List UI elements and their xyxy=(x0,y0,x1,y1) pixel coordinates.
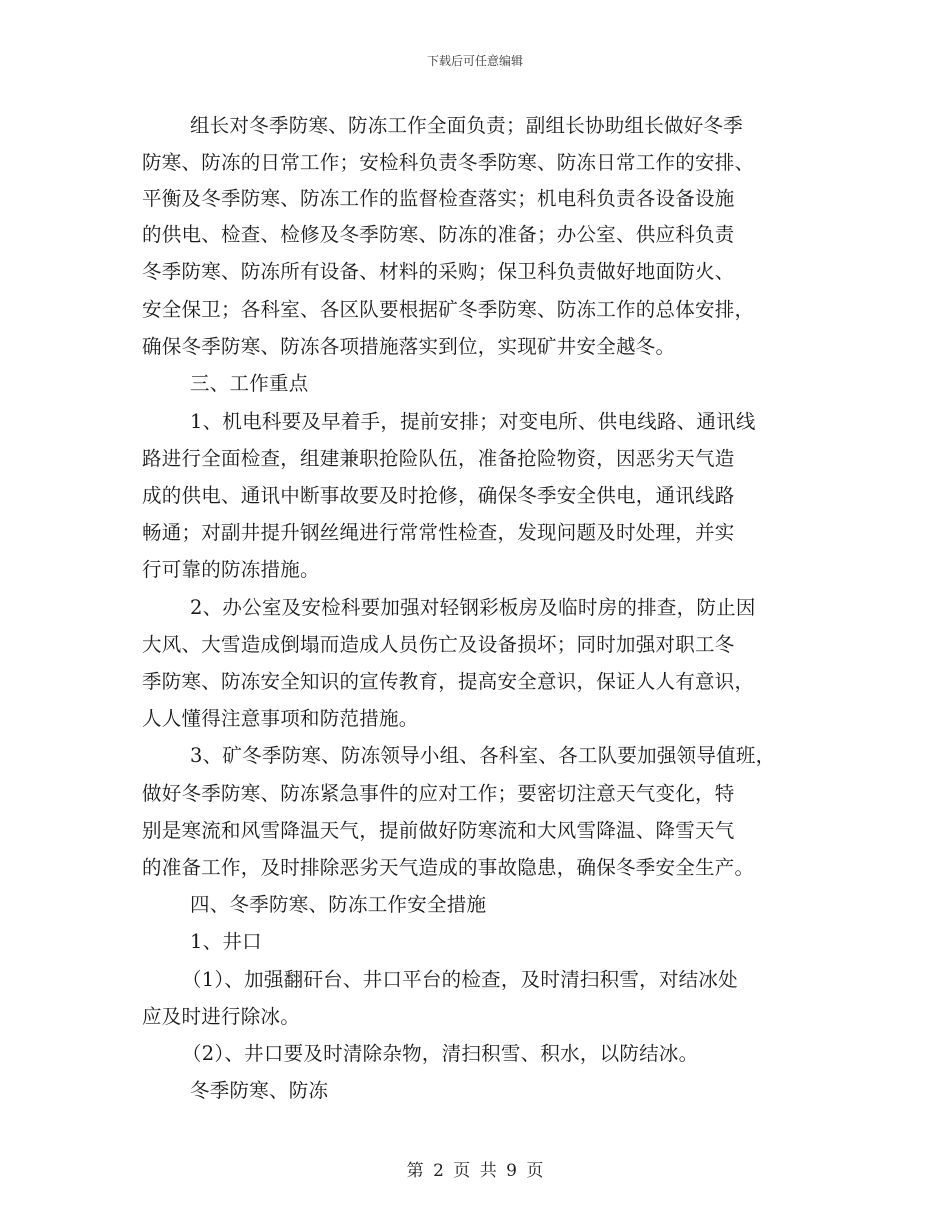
body-line: 做好冬季防寒、防冻紧急事件的应对工作；要密切注意天气变化，特 xyxy=(142,782,735,805)
section-heading: 四、冬季防寒、防冻工作安全措施 xyxy=(190,893,487,916)
body-line: 人人懂得注意事项和防范措施。 xyxy=(142,707,419,730)
subsection-heading: 1、井口 xyxy=(190,930,262,953)
body-line: 平衡及冬季防寒、防冻工作的监督检查落实；机电科负责各设备设施 xyxy=(142,187,735,210)
body-line: 1、机电科要及早着手，提前安排；对变电所、供电线路、通讯线 xyxy=(190,410,756,433)
body-line: 成的供电、通讯中断事故要及时抢修，确保冬季安全供电，通讯线路 xyxy=(142,484,735,507)
body-line: 安全保卫；各科室、各区队要根据矿冬季防寒、防冻工作的总体安排， xyxy=(142,298,755,321)
body-line: 冬季防寒、防冻 xyxy=(190,1079,329,1102)
body-line: 3、矿冬季防寒、防冻领导小组、各科室、各工队要加强领导值班， xyxy=(190,744,776,767)
body-line: 2、办公室及安检科要加强对轻钢彩板房及临时房的排查，防止因 xyxy=(190,596,756,619)
body-line: 季防寒、防冻安全知识的宣传教育，提高安全意识，保证人人有意识， xyxy=(142,670,755,693)
body-line: （2）、井口要及时清除杂物，清扫积雪、积水，以防结冰。 xyxy=(182,1042,699,1065)
body-line: 畅通；对副井提升钢丝绳进行常常性检查，发现问题及时处理，并实 xyxy=(142,521,735,544)
body-line: 应及时进行除冰。 xyxy=(142,1005,301,1028)
section-heading: 三、工作重点 xyxy=(190,372,309,395)
body-line: 的供电、检查、检修及冬季防寒、防冻的准备；办公室、供应科负责 xyxy=(142,223,735,246)
page-number: 第 2 页 共 9 页 xyxy=(406,1161,544,1181)
body-line: 行可靠的防冻措施。 xyxy=(142,558,320,581)
body-line: 大风、大雪造成倒塌而造成人员伤亡及设备损坏；同时加强对职工冬 xyxy=(142,633,735,656)
body-line: （1）、加强翻矸台、井口平台的检查，及时清扫积雪，对结冰处 xyxy=(182,968,738,991)
body-line: 的准备工作，及时排除恶劣天气造成的事故隐患，确保冬季安全生产。 xyxy=(142,856,755,879)
body-line: 组长对冬季防寒、防冻工作全面负责；副组长协助组长做好冬季 xyxy=(190,114,744,137)
body-line: 确保冬季防寒、防冻各项措施落实到位，实现矿井安全越冬。 xyxy=(142,335,676,358)
body-line: 路进行全面检查，组建兼职抢险队伍，准备抢险物资，因恶劣天气造 xyxy=(142,447,735,470)
body-line: 冬季防寒、防冻所有设备、材料的采购；保卫科负责做好地面防火、 xyxy=(142,260,735,283)
body-line: 别是寒流和风雪降温天气，提前做好防寒流和大风雪降温、降雪天气 xyxy=(142,819,735,842)
page-header-note: 下载后可任意编辑 xyxy=(426,54,523,68)
body-line: 防寒、防冻的日常工作；安检科负责冬季防寒、防冻日常工作的安排、 xyxy=(142,151,755,174)
